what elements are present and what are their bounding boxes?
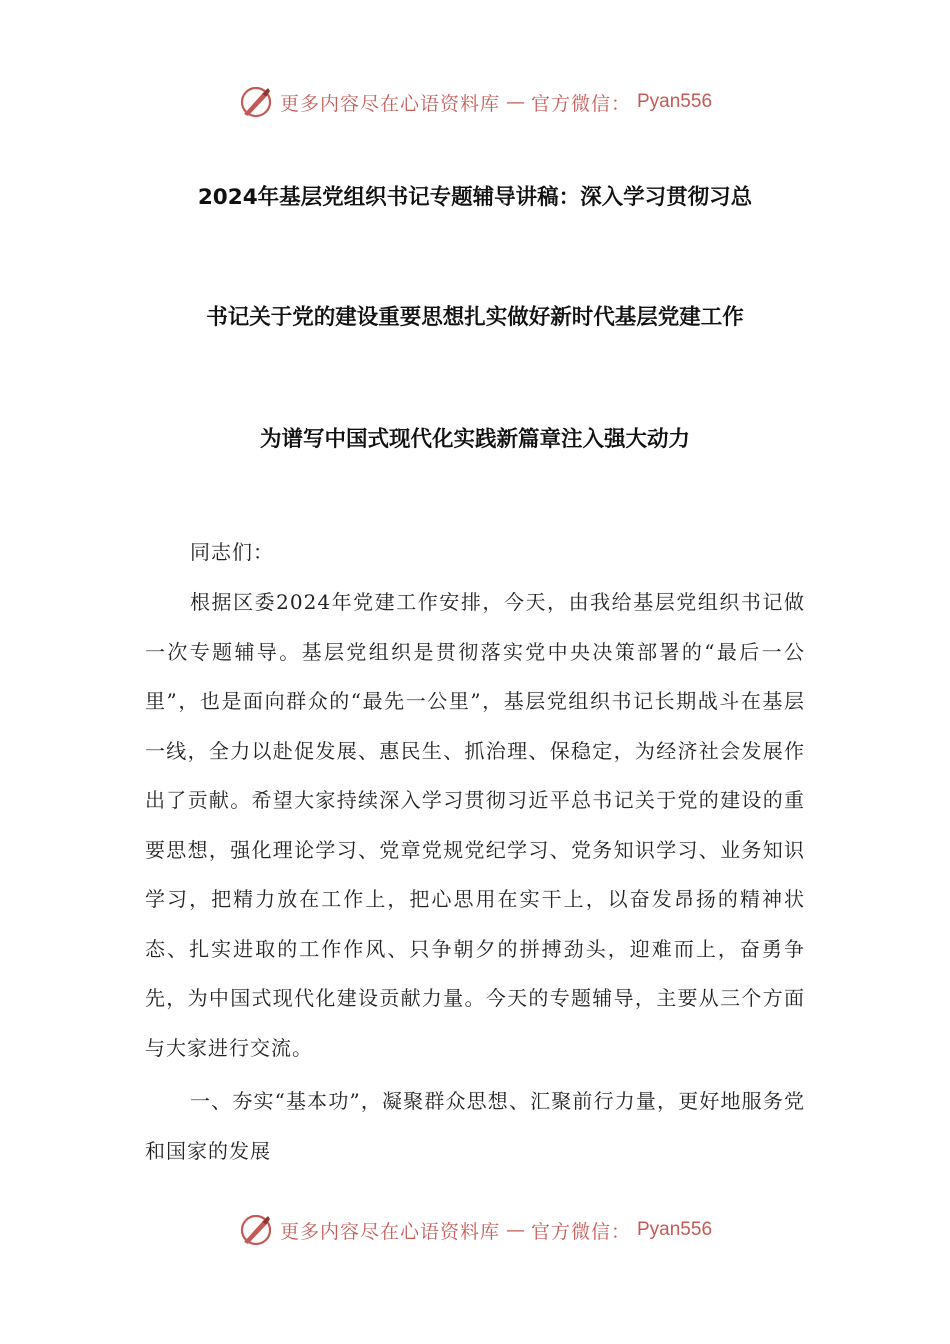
watermark-handle: Pyan556 (637, 91, 713, 112)
salutation: 同志们： (190, 540, 274, 564)
watermark-separator: — (505, 1219, 525, 1241)
body-paragraph-intro: 根据区委2024年党建工作安排，今天，由我给基层党组织书记做一次专题辅导。基层党组织是贯彻落实党中央决策部署的“最后一公里”，也是面向群众的“最先一公里”，基层党组织书记长期战斗在基层一线，全力以赴促发展、惠民生、抓治理、保稳定，为经济社会发展作出了贡献。希望大家持续深入学习贯彻习近平总书记关于党的建设的重要思想，强化理论学习、党章党规党纪学习、党务知识学习、业务知识学习，把精力放在工作上，把心思用在实干上，以奋发昂扬的精神状态、扎实进取的工作作风、只争朝夕的拼搏劲头，迎难而上，奋勇争先，为中国式现代化建设贡献力量。今天的专题辅导，主要从三个方面与大家进行交流。 (145, 590, 805, 1060)
watermark-separator: — (505, 91, 525, 113)
watermark-contact-label: 官方微信： (530, 92, 631, 115)
pen-circle-icon (238, 1212, 274, 1248)
section-heading-one: 一、夯实“基本功”，凝聚群众思想、汇聚前行力量，更好地服务党和国家的发展 (145, 1089, 805, 1163)
watermark-handle: Pyan556 (637, 1219, 713, 1240)
watermark-text: 更多内容尽在心语资料库 (279, 92, 500, 115)
document-title-line-1: 2024年基层党组织书记专题辅导讲稿：深入学习贯彻习总 (197, 185, 753, 210)
watermark-footer (0, 1208, 950, 1252)
watermark-contact-label: 官方微信： (530, 1220, 631, 1243)
document-title-line-2: 书记关于党的建设重要思想扎实做好新时代基层党建工作 (206, 305, 744, 330)
watermark-text: 更多内容尽在心语资料库 (279, 1220, 500, 1243)
watermark-header (0, 80, 950, 124)
pen-circle-icon (238, 84, 274, 120)
document-title-line-3: 为谱写中国式现代化实践新篇章注入强大动力 (259, 427, 690, 452)
